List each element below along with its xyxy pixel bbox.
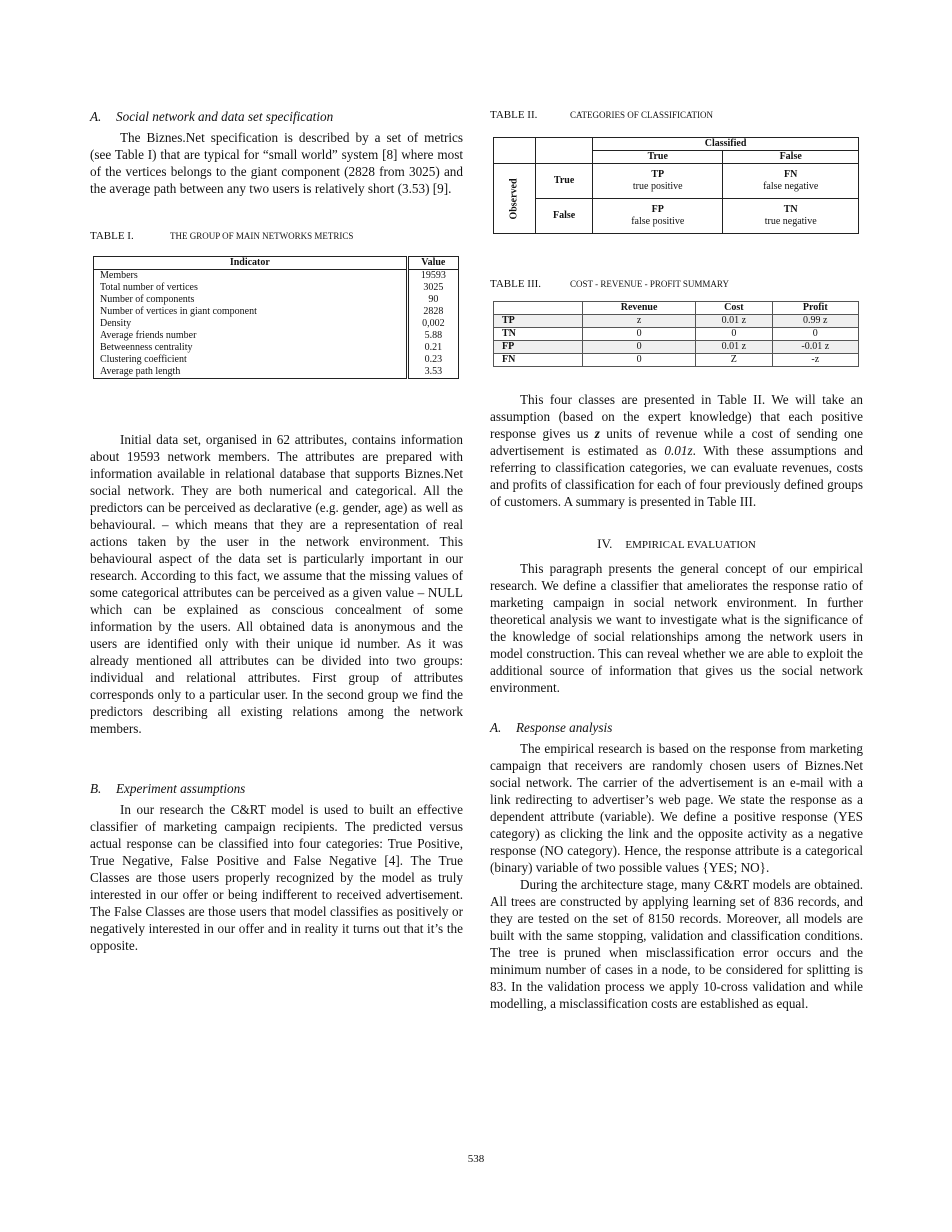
classified-header: Classified <box>593 138 859 151</box>
table-row <box>94 366 459 379</box>
section-iv-heading <box>490 535 863 554</box>
row-header-cell: FN <box>494 354 583 367</box>
row-header-cell: FP <box>494 341 583 354</box>
table-row <box>494 315 859 328</box>
paragraph: Initial data set, organised in 62 attributes, contains information about 19593 network members. The attributes are prepared with information available in relational database that supports Biznes.Net social network. They are both numerical and categorical. All the predictors can be perceived as declarative (e.g. gender, age) as well as behavioural. – which means that they are a representation of real actions taken by the user in the network environment. This behavioural aspect of the data set is particularly important in our research. According to this fact, we assume that the missing values of some categorical attributes can be perceived as a given value – NULL which can be explained as conscious concealment of some information by the users. All obtained data is anonymous and the users are identified only with their unique id number. As it was already mentioned all attributes can be divided into two groups: individual and relational attributes. First group of attributes corresponds only to a particular user. In the second group we find the predictors describing all existing relations among the network members. <box>90 432 463 736</box>
tn-cell: TN true negative <box>723 199 859 234</box>
table3-caption <box>490 277 863 291</box>
fn-cell: FN false negative <box>723 164 859 199</box>
table3 <box>493 301 859 367</box>
value-cell: 3.53 <box>424 366 443 377</box>
table-title: THE GROUP OF MAIN NETWORKS METRICS <box>170 231 354 241</box>
table-header: Value <box>407 257 458 270</box>
table-header: Cost <box>696 302 772 315</box>
col-true-header: True <box>593 151 723 164</box>
fp-cell: FP false positive <box>593 199 723 234</box>
table-header: Revenue <box>583 302 696 315</box>
indicator-cell: Betweenness centrality <box>94 342 408 354</box>
table-title: COST - REVENUE - PROFIT SUMMARY <box>570 279 729 289</box>
table-row <box>94 330 459 342</box>
indicator-cell: Members <box>94 270 408 283</box>
table-header: Profit <box>772 302 858 315</box>
table2-caption <box>490 108 863 122</box>
value-cell: 0 <box>583 328 696 341</box>
indicator-cell: Average path length <box>94 366 408 379</box>
section-title: EMPIRICAL EVALUATION <box>625 539 756 551</box>
table-row <box>94 270 459 283</box>
table-row <box>94 318 459 330</box>
value-cell: 0.21 <box>424 342 443 353</box>
row-false-header: False <box>536 199 593 234</box>
table2 <box>493 137 859 234</box>
page-number: 538 <box>467 1153 485 1165</box>
value-cell: 2828 <box>423 306 444 317</box>
section-title: Experiment assumptions <box>116 781 246 796</box>
table-row <box>494 341 859 354</box>
value-cell: 0 <box>696 328 772 341</box>
value-cell: Z <box>696 354 772 367</box>
table-title: CATEGORIES OF CLASSIFICATION <box>570 110 714 120</box>
table-row <box>494 354 859 367</box>
indicator-cell: Clustering coefficient <box>94 354 408 366</box>
value-cell: 0.01 z <box>696 315 772 328</box>
section-b-heading <box>90 780 463 797</box>
table-header <box>494 302 583 315</box>
section-a-heading <box>90 108 463 125</box>
table-row <box>94 306 459 318</box>
table-label: TABLE II. <box>490 109 538 121</box>
value-cell: 90 <box>428 294 439 305</box>
paragraph: This paragraph presents the general concept of our empirical research. We define a classifier that ameliorates the response ratio of marketing campaign in social network environment. In further theoretical analysis we want to investigate what is the significance of the knowledge of social relationships among the network users in model construction. This can reveal whether we are able to exploit the additional source of information that gives us the social network environment. <box>490 561 863 695</box>
value-cell: z <box>583 315 696 328</box>
value-cell: 0.01 z <box>696 341 772 354</box>
section-number: IV. <box>597 536 613 551</box>
section-number: B. <box>90 781 102 796</box>
indicator-cell: Average friends number <box>94 330 408 342</box>
value-cell: 5.88 <box>424 330 443 341</box>
section-a-response-heading <box>490 719 863 736</box>
table-header: Indicator <box>94 257 408 270</box>
value-cell: 0,002 <box>422 318 445 329</box>
value-cell: 0.23 <box>424 354 443 365</box>
value-cell: 0 <box>772 328 858 341</box>
value-cell: 3025 <box>423 282 444 293</box>
section-title: Social network and data set specification <box>116 109 334 124</box>
indicator-cell: Density <box>94 318 408 330</box>
value-cell: 0 <box>583 341 696 354</box>
table-row <box>494 328 859 341</box>
table1 <box>93 256 459 379</box>
table-row <box>94 282 459 294</box>
tp-cell: TP true positive <box>593 164 723 199</box>
left-column <box>90 108 463 954</box>
section-number: A. <box>90 109 102 124</box>
right-column <box>490 108 863 1012</box>
value-cell: 0 <box>583 354 696 367</box>
value-cell: -z <box>772 354 858 367</box>
table1-caption <box>90 229 463 243</box>
table-row <box>94 354 459 366</box>
row-true-header: True <box>536 164 593 199</box>
paragraph: The Biznes.Net specification is described by a set of metrics (see Table I) that are typical for “small world” system [8] where most of the vertices belongs to the giant component (2828 from 3025) and the average path between any two users is relatively short (3.53) [9]. <box>90 130 463 196</box>
paragraph: This four classes are presented in Table II. We will take an assumption (based on the expert knowledge) that each positive response gives us z units of revenue while a cost of sending one advertisement is estimated as 0.01z. With these assumptions and referring to classification categories, we can evaluate revenues, costs and profits of classification for each of four previously defined groups of customers. A summary is presented in Table III. <box>490 392 863 509</box>
indicator-cell: Total number of vertices <box>94 282 408 294</box>
paragraph: During the architecture stage, many C&RT models are obtained. All trees are constructed by applying learning set of 836 records, and they are tested on the set of 8150 records. Moreover, all models are built with the same stopping, validation and classification conditions. The tree is pruned when misclassification error occurs and the minimum number of cases in a node, to be considered for splitting is 83. In the validation process we apply 10-cross validation and while modelling, a misclassification costs are established as equal. <box>490 877 863 1011</box>
table-row <box>94 342 459 354</box>
value-cell: 19593 <box>420 270 446 281</box>
paragraph: In our research the C&RT model is used to built an effective classifier of marketing campaign recipients. The predicted versus actual response can be classified into four categories: True Positive, True Negative, False Positive and False Negative [4]. The True Classes are those users properly recognized by the model as truly interested in our offer or being indifferent to received advertisement. The False Classes are those users that model classifies as positively or negatively interested in our offer and in reality it turns out that it’s the opposite. <box>90 802 463 953</box>
paragraph: The empirical research is based on the response from marketing campaign that receivers are randomly chosen users of Biznes.Net social network. The carrier of the advertisement is an e-mail with a link redirecting to advertiser’s web page. We state the response as a dependent attribute (variable). We define a positive response (YES category) as clicking the link and the opposite activity as a negative response (NO category). Hence, the response attribute is a categorical (binary) variable of two possible values {YES; NO}. <box>490 741 863 875</box>
section-number: A. <box>490 720 502 735</box>
indicator-cell: Number of components <box>94 294 408 306</box>
value-cell: -0.01 z <box>772 341 858 354</box>
col-false-header: False <box>723 151 859 164</box>
value-cell: 0.99 z <box>772 315 858 328</box>
section-title: Response analysis <box>516 720 613 735</box>
table-row <box>94 294 459 306</box>
table-label: TABLE III. <box>490 278 542 290</box>
row-header-cell: TN <box>494 328 583 341</box>
row-header-cell: TP <box>494 315 583 328</box>
indicator-cell: Number of vertices in giant component <box>94 306 408 318</box>
observed-label: Observed <box>494 164 536 234</box>
table-label: TABLE I. <box>90 230 134 242</box>
